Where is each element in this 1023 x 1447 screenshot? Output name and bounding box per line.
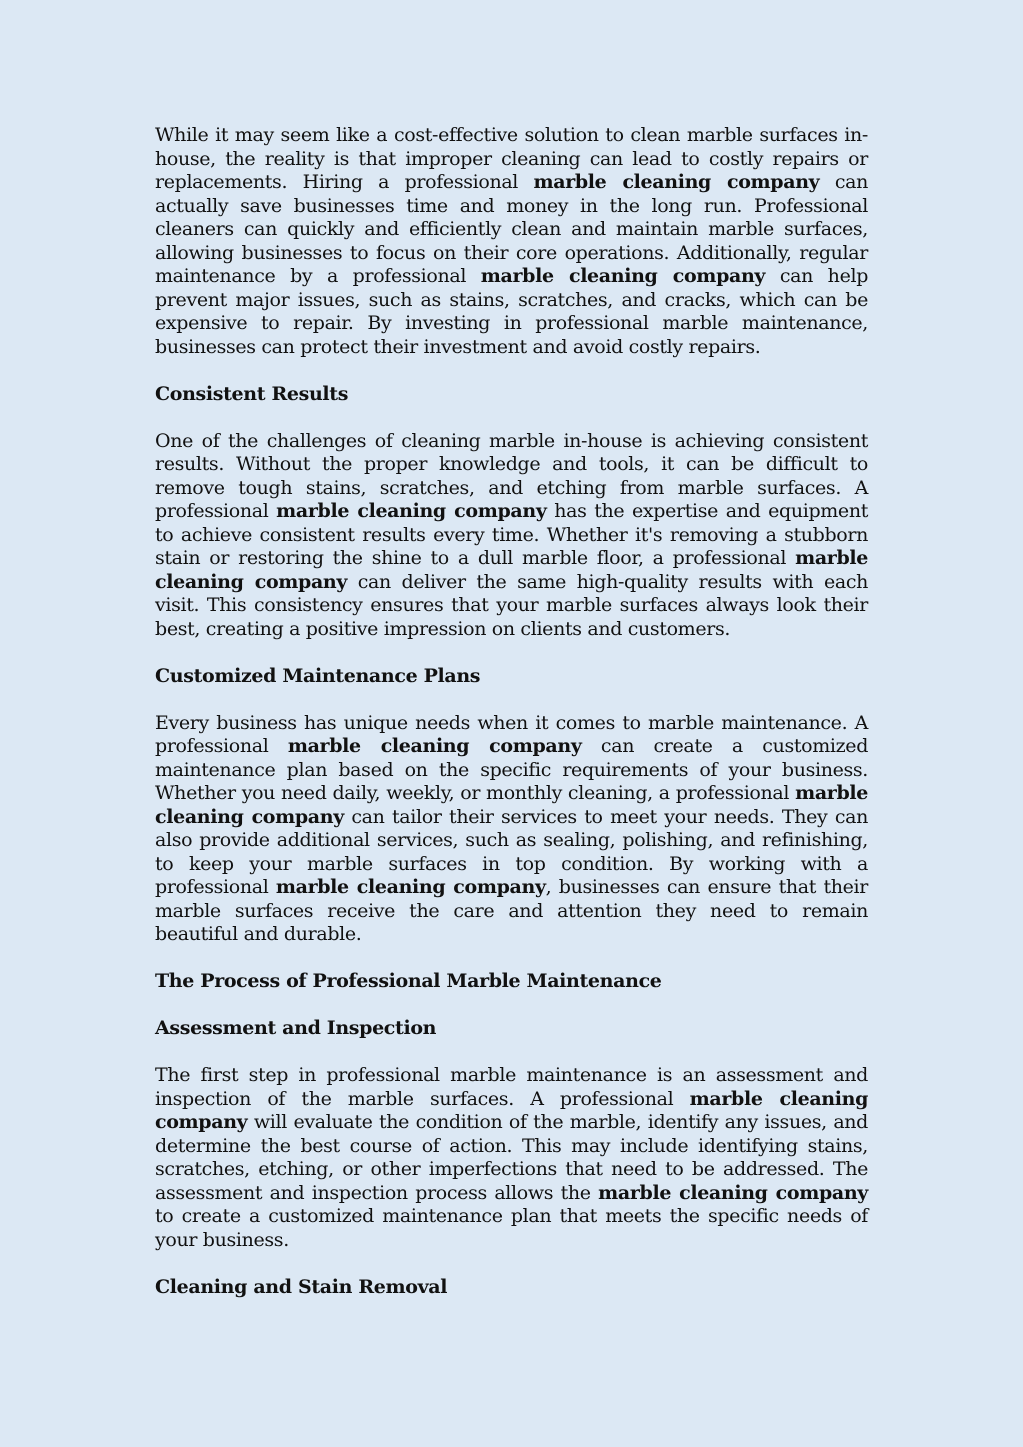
section-heading: Cleaning and Stain Removal — [155, 1275, 448, 1298]
bold-keyword: marble cleaning company — [533, 171, 820, 193]
text-run: can tailor their services to meet your needs. They can also provide additional services, such as sealing, polishing, and refinishing, to keep your marble surfaces in top condition. By working with a professional — [155, 805, 868, 898]
bold-keyword: marble cleaning company — [155, 1087, 869, 1133]
body-paragraph — [155, 124, 868, 359]
document-page — [155, 124, 868, 1323]
text-run: , businesses can ensure that their marble surfaces receive the care and attention they need to remain beautiful and durable. — [155, 876, 869, 945]
bold-keyword: marble cleaning company — [598, 1181, 869, 1204]
section-heading: The Process of Professional Marble Maintenance — [155, 970, 662, 992]
section-heading: Consistent Results — [155, 382, 349, 405]
bold-keyword: marble cleaning company — [155, 782, 868, 828]
body-paragraph — [155, 430, 868, 642]
text-run: can actually save businesses time and money in the long run. Professional cleaners can quickly and efficiently clean and maintain marble surfaces, allowing businesses to focus on their core operations. Additionally, regular maintenance by a professional — [155, 171, 868, 287]
body-paragraph — [155, 712, 868, 947]
section-heading: Assessment and Inspection — [155, 1017, 437, 1039]
bold-keyword: marble cleaning company — [480, 265, 766, 287]
bold-keyword: marble cleaning company — [276, 500, 547, 522]
text-run: One of the challenges of cleaning marble in-house is achieving consistent results. Without the proper knowledge and tools, it can be difficult to remove tough stains, scratches, and etching from marble surfaces. A professional — [155, 429, 868, 522]
bold-keyword: marble cleaning company — [275, 876, 546, 898]
text-run: can create a customized maintenance plan based on the specific requirements of your business. Whether you need daily, weekly, or monthly cleaning, a professional — [155, 735, 869, 804]
text-run: will evaluate the condition of the marble, identify any issues, and determine the best course of action. This may include identifying stains, scratches, etching, or other imperfections that need to be addressed. The assessment and inspection process allows the — [155, 1111, 868, 1204]
text-run: can deliver the same high-quality results with each visit. This consistency ensures that your marble surfaces always look their best, creating a positive impression on clients and customers. — [155, 570, 868, 640]
text-run: Every business has unique needs when it comes to marble maintenance. A professional — [155, 711, 868, 757]
text-run: can help prevent major issues, such as stains, scratches, and cracks, which can be expensive to repair. By investing in professional marble maintenance, businesses can protect their investment and avoid costly repairs. — [155, 265, 869, 358]
bold-keyword: marble cleaning company — [155, 547, 868, 593]
text-run: While it may seem like a cost-effective solution to clean marble surfaces in-house, the reality is that improper cleaning can lead to costly repairs or replacements. Hiring a professional — [155, 124, 868, 193]
text-run: to create a customized maintenance plan that meets the specific needs of your business. — [155, 1205, 868, 1251]
bold-keyword: marble cleaning company — [287, 735, 582, 757]
text-run: has the expertise and equipment to achieve consistent results every time. Whether it's removing a stubborn stain or restoring the shine to a dull marble floor, a professional — [155, 500, 868, 569]
text-run: The first step in professional marble maintenance is an assessment and inspection of the marble surfaces. A professional — [155, 1064, 868, 1110]
body-paragraph — [155, 1064, 868, 1252]
section-heading: Customized Maintenance Plans — [155, 664, 481, 687]
